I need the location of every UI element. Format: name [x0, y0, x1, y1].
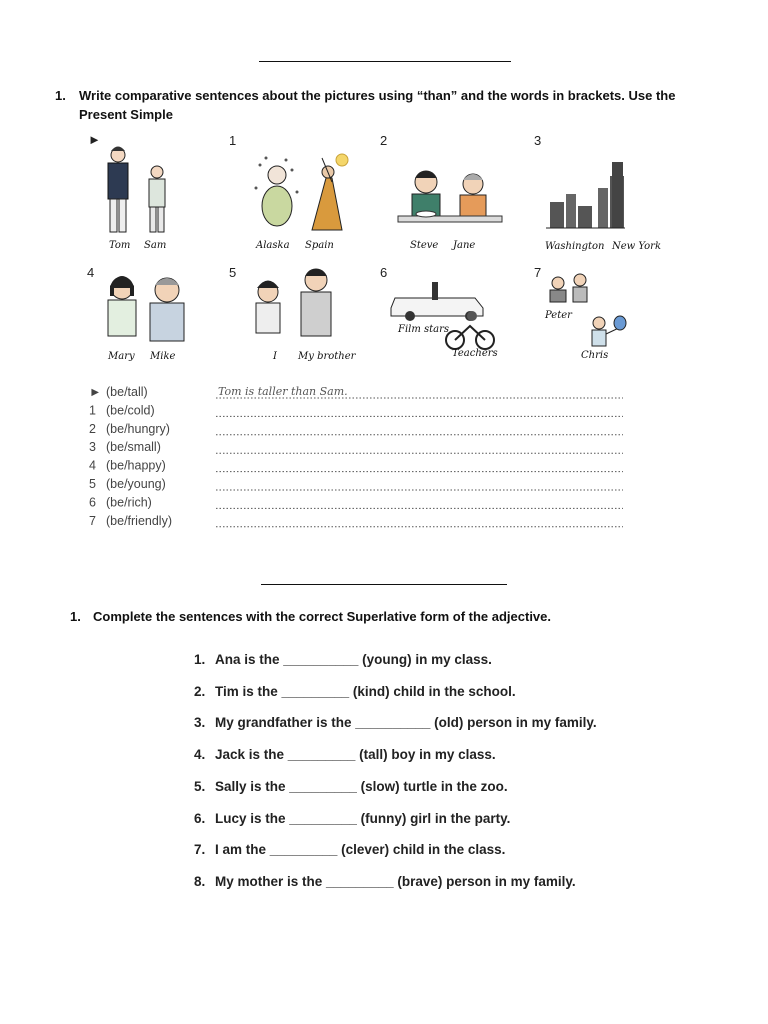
- caption-film-stars: Film stars: [398, 324, 450, 335]
- panel-4-number: 4: [87, 265, 95, 280]
- sentence-number: 8.: [194, 873, 206, 889]
- sentence-text: I am the _________ (clever) child in the class.: [215, 842, 506, 858]
- sentence-number: 7.: [194, 842, 206, 858]
- list-item: [194, 739, 714, 771]
- caption-new-york: New York: [612, 241, 661, 252]
- panel-2-number: 2: [380, 133, 388, 148]
- list-item: [194, 707, 714, 739]
- prompt-text: (be/rich): [106, 495, 152, 510]
- list-item: [194, 676, 714, 708]
- superlative-sentence-list: [194, 644, 714, 898]
- section1-instruction-line2: Present Simple: [79, 107, 173, 122]
- panel-6-number: 6: [380, 265, 388, 280]
- sentence-text: My grandfather is the __________ (old) person in my family.: [215, 715, 597, 731]
- caption-peter: Peter: [545, 310, 572, 321]
- section2-number: 1.: [70, 609, 81, 624]
- sentence-number: 3.: [194, 715, 206, 731]
- prompt-text: (be/small): [106, 440, 161, 455]
- prompt-number: 2: [89, 421, 96, 436]
- prompt-number: 1: [89, 403, 96, 418]
- section1-instruction-line1: Write comparative sentences about the pictures using “than” and the words in brackets. Use the: [79, 88, 676, 103]
- middle-divider: [261, 584, 507, 585]
- list-item: [194, 644, 714, 676]
- caption-mike: Mike: [150, 351, 176, 362]
- prompt-number: ►: [89, 385, 102, 399]
- prompt-text: (be/friendly): [106, 513, 172, 528]
- prompt-number: 4: [89, 458, 96, 473]
- sentence-text: Tim is the _________ (kind) child in the school.: [215, 683, 516, 699]
- caption-jane: Jane: [453, 240, 476, 251]
- caption-my-brother: My brother: [298, 351, 356, 362]
- caption-i: I: [273, 351, 277, 362]
- section1-heading: [55, 86, 745, 124]
- list-item: [194, 771, 714, 803]
- list-item: [194, 866, 714, 898]
- comparatives-exercise-image: [80, 130, 661, 538]
- prompt-text: (be/young): [106, 477, 166, 491]
- sentence-number: 1.: [194, 652, 206, 667]
- sentence-text: My mother is the _________ (brave) person in my family.: [215, 873, 576, 889]
- prompt-text: (be/hungry): [106, 421, 170, 436]
- sentence-number: 2.: [194, 683, 206, 699]
- prompt-number: 6: [89, 495, 96, 510]
- sentence-text: Sally is the _________ (slow) turtle in the zoo.: [215, 778, 508, 794]
- example-marker: ►: [88, 132, 101, 147]
- top-divider: [259, 61, 511, 62]
- sentence-number: 5.: [194, 778, 206, 794]
- prompt-answer: Tom is taller than Sam.: [218, 385, 348, 398]
- panel-7-number: 7: [534, 265, 542, 280]
- section2-heading: [70, 607, 750, 626]
- sentence-text: Ana is the __________ (young) in my class.: [215, 652, 492, 667]
- caption-steve: Steve: [410, 240, 439, 251]
- caption-spain: Spain: [305, 240, 334, 251]
- prompt-text: (be/tall): [106, 385, 148, 399]
- caption-alaska: Alaska: [256, 240, 290, 251]
- caption-chris: Chris: [581, 350, 609, 361]
- prompt-text: (be/happy): [106, 458, 166, 473]
- caption-teachers: Teachers: [452, 348, 498, 359]
- prompt-text: (be/cold): [106, 403, 155, 418]
- caption-tom: Tom: [109, 240, 131, 251]
- prompt-number: 3: [89, 440, 96, 455]
- prompt-number: 5: [89, 477, 96, 491]
- section1-number: 1.: [55, 88, 66, 103]
- list-item: [194, 834, 714, 866]
- caption-mary: Mary: [108, 351, 135, 362]
- section2-instruction: Complete the sentences with the correct Superlative form of the adjective.: [93, 609, 552, 624]
- sentence-text: Lucy is the _________ (funny) girl in the party.: [215, 810, 511, 826]
- list-item: [194, 803, 714, 835]
- panel-3-number: 3: [534, 133, 542, 148]
- sentence-text: Jack is the _________ (tall) boy in my class.: [215, 747, 496, 763]
- sentence-number: 6.: [194, 810, 206, 826]
- caption-sam: Sam: [144, 240, 167, 251]
- caption-washington: Washington: [545, 241, 605, 252]
- sentence-number: 4.: [194, 747, 206, 763]
- panel-1-number: 1: [229, 133, 237, 148]
- panel-5-number: 5: [229, 265, 237, 280]
- prompt-number: 7: [89, 513, 96, 528]
